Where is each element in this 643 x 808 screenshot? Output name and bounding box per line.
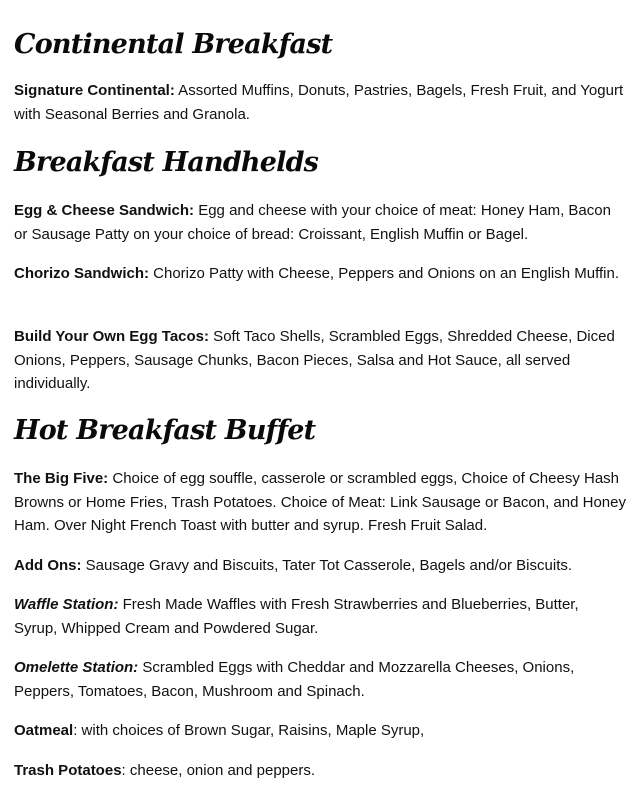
menu-item-big-five xyxy=(14,467,626,538)
menu-item-description: Egg and cheese with your choice of meat: Honey Ham, Bacon or Sausage Patty on your choice of bread: Croissant, English Muffin or Bagel. xyxy=(14,202,611,243)
menu-item-egg-cheese-sandwich xyxy=(14,199,626,246)
menu-item-label: Signature Continental: xyxy=(14,82,175,99)
menu-item-description: Sausage Gravy and Biscuits, Tater Tot Casserole, Bagels and/or Biscuits. xyxy=(81,557,573,574)
menu-item-description: Chorizo Patty with Cheese, Peppers and Onions on an English Muffin. xyxy=(149,265,619,282)
menu-item-chorizo-sandwich xyxy=(14,262,619,286)
menu-item-description: Scrambled Eggs with Cheddar and Mozzarella Cheeses, Onions, Peppers, Tomatoes, Bacon, Mushroom and Spinach. xyxy=(14,659,575,700)
menu-item-description: Fresh Made Waffles with Fresh Strawberries and Blueberries, Butter, Syrup, Whipped Cream and Powdered Sugar. xyxy=(14,596,579,637)
menu-item-egg-tacos xyxy=(14,325,626,396)
menu-item-label: Omelette Station: xyxy=(14,659,139,676)
menu-item-description: Soft Taco Shells, Scrambled Eggs, Shredded Cheese, Diced Onions, Peppers, Sausage Chunks, Bacon Pieces, Salsa and Hot Sauce, all served individually. xyxy=(14,328,615,392)
menu-item-description: : cheese, onion and peppers. xyxy=(121,762,316,779)
section-title-hot-breakfast-buffet: Hot Breakfast Buffet xyxy=(14,415,316,446)
menu-item-omelette-station xyxy=(14,656,626,703)
menu-item-description: Choice of egg souffle, casserole or scrambled eggs, Choice of Cheesy Hash Browns or Home Fries, Trash Potatoes. Choice of Meat: Link Sausage or Bacon, and Honey Ham. Over Night French Toast with butter and syrup. Fresh Fruit Salad. xyxy=(14,470,626,534)
menu-item-add-ons xyxy=(14,554,572,578)
section-title-breakfast-handhelds: Breakfast Handhelds xyxy=(14,147,319,178)
menu-item-label: Waffle Station: xyxy=(14,596,119,613)
menu-item-trash-potatoes xyxy=(14,759,315,783)
menu-item-label: Add Ons: xyxy=(14,557,82,574)
menu-item-description: Assorted Muffins, Donuts, Pastries, Bagels, Fresh Fruit, and Yogurt with Seasonal Berries and Granola. xyxy=(14,82,624,123)
menu-item-label: Chorizo Sandwich: xyxy=(14,265,149,282)
menu-item-label: The Big Five: xyxy=(14,470,109,487)
menu-item-label: Oatmeal xyxy=(14,722,74,739)
menu-item-signature-continental xyxy=(14,79,626,126)
menu-item-label: Build Your Own Egg Tacos: xyxy=(14,328,210,345)
menu-item-oatmeal xyxy=(14,719,424,743)
menu-item-description: : with choices of Brown Sugar, Raisins, Maple Syrup, xyxy=(73,722,425,739)
menu-item-label: Trash Potatoes xyxy=(14,762,122,779)
menu-item-waffle-station xyxy=(14,593,626,640)
menu-item-label: Egg & Cheese Sandwich: xyxy=(14,202,195,219)
section-title-continental-breakfast: Continental Breakfast xyxy=(14,29,333,60)
